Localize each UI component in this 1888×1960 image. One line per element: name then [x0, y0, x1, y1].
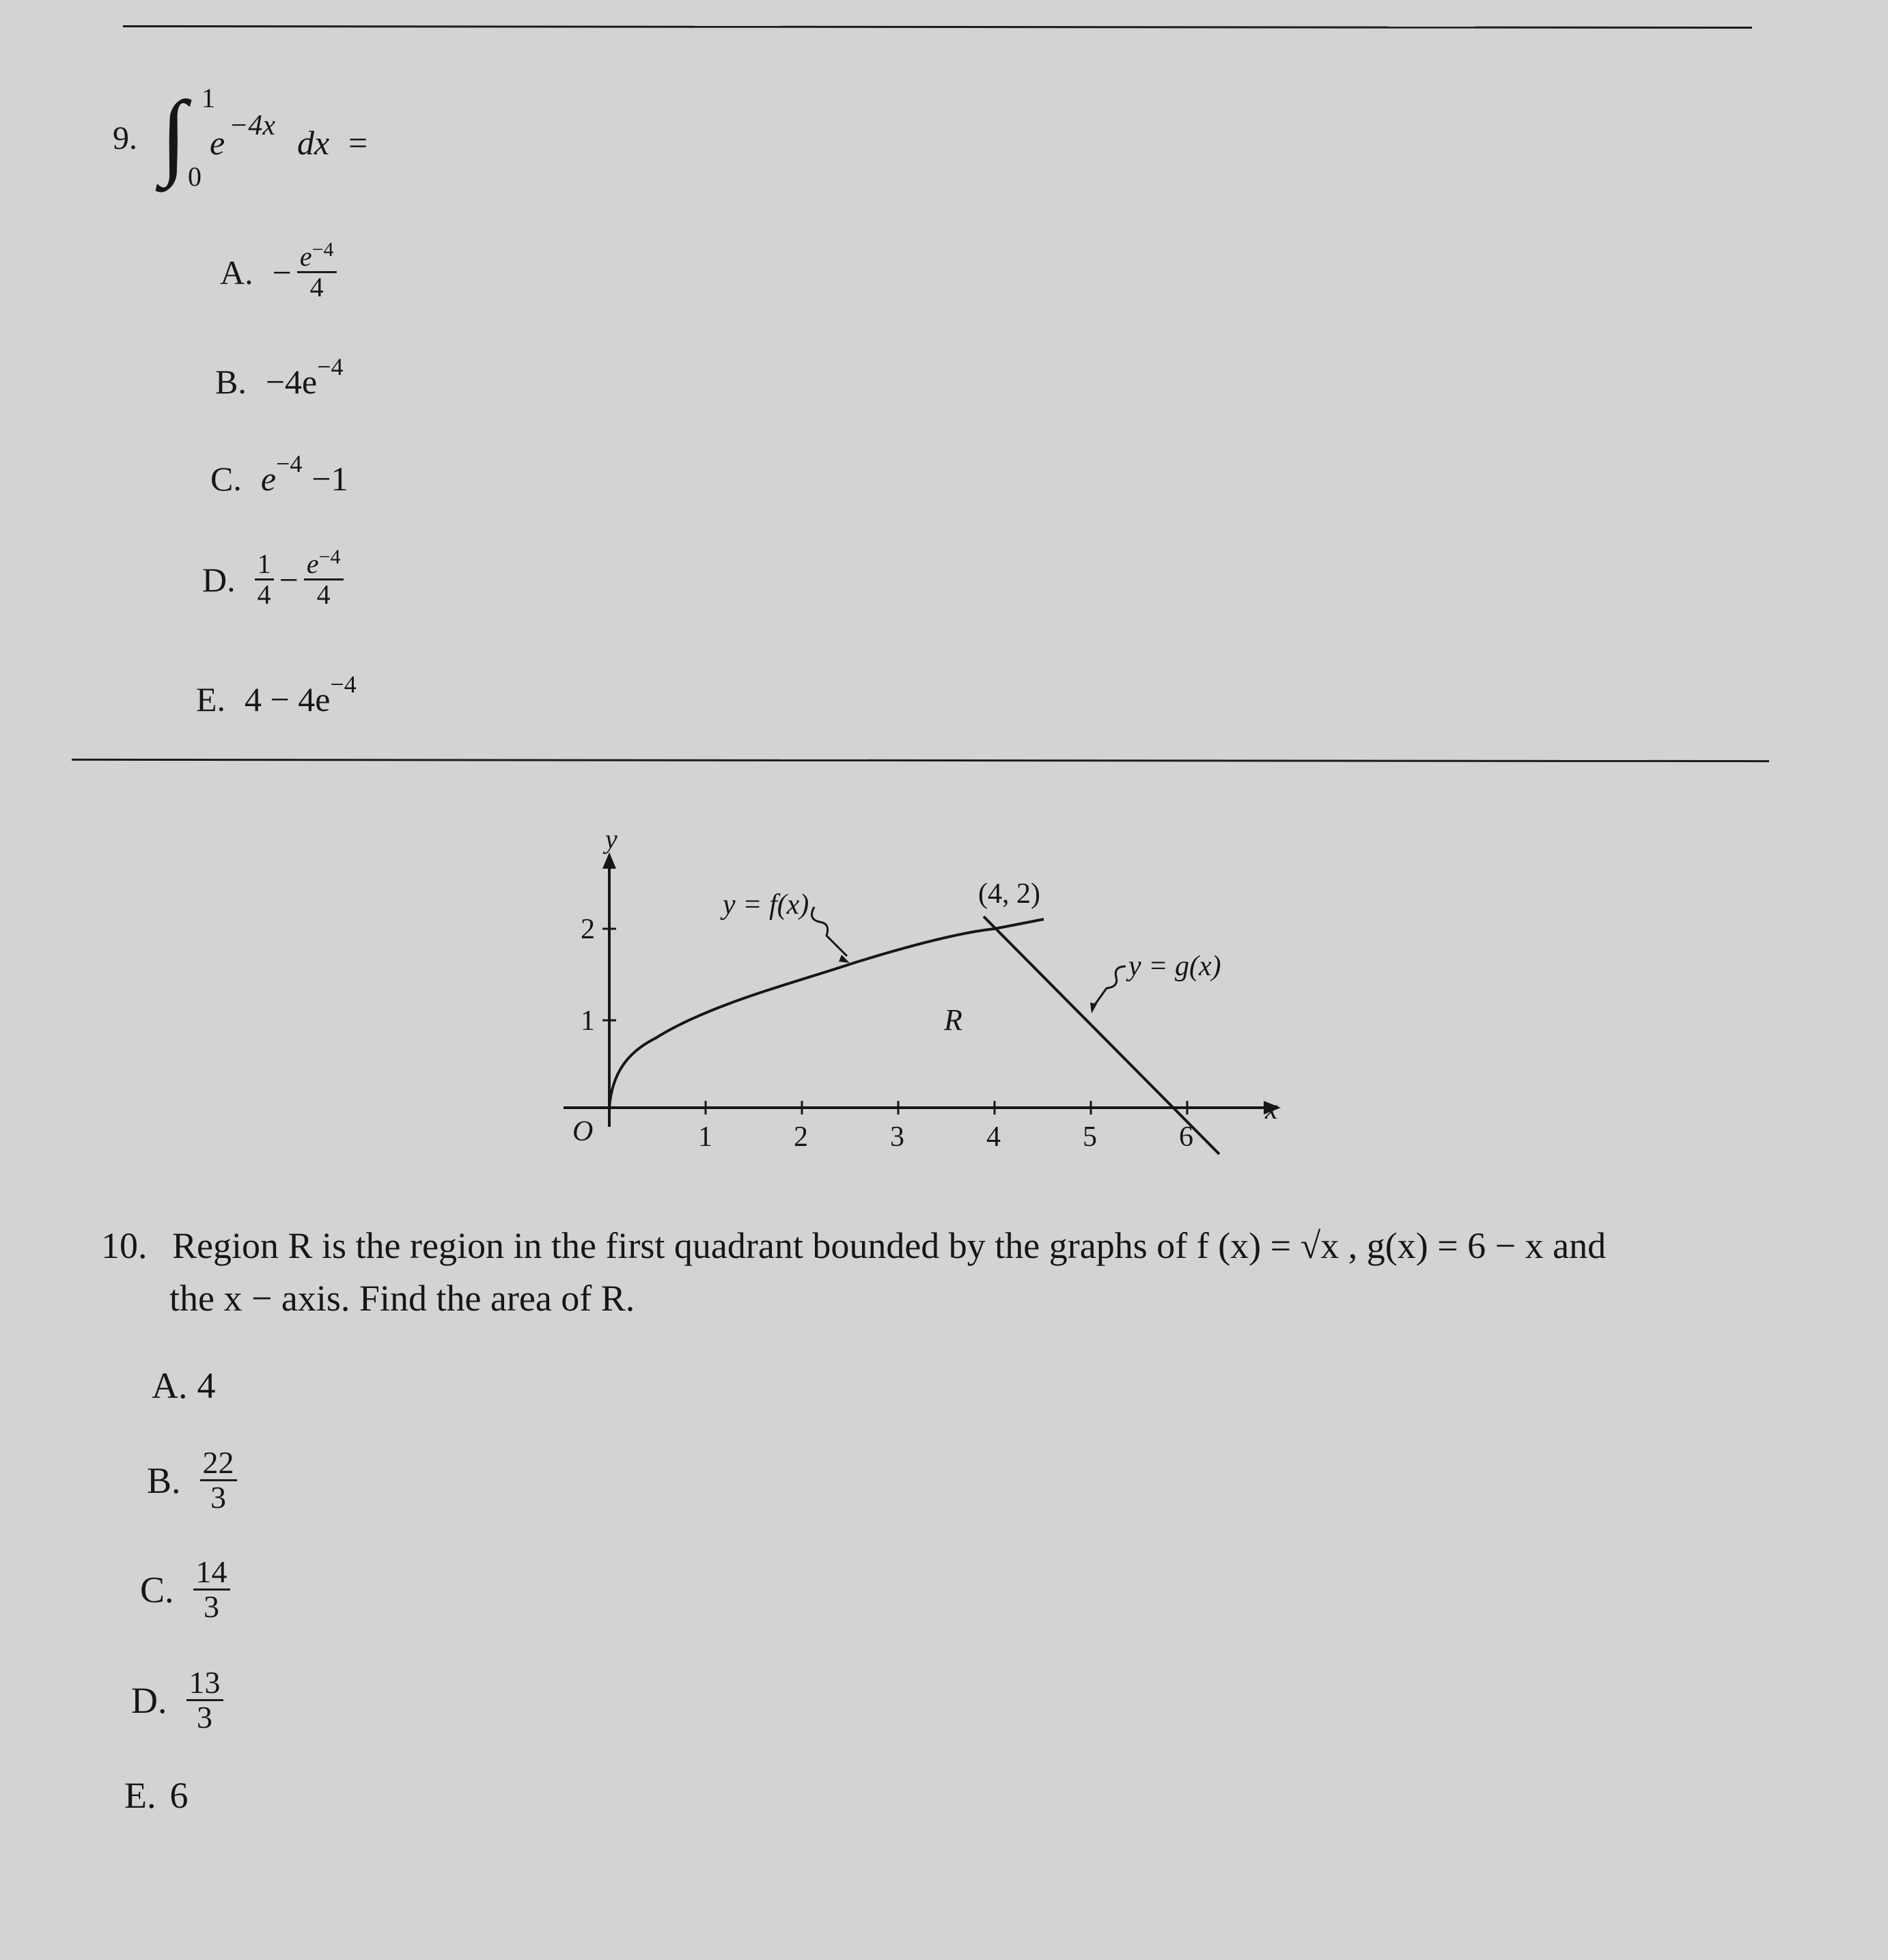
- choice-base: e: [260, 460, 277, 498]
- choice-label: D.: [202, 560, 236, 599]
- q9-choice-b[interactable]: [215, 353, 344, 402]
- region-graph: [546, 826, 1311, 1181]
- intersection-label: (4, 2): [978, 878, 1040, 910]
- fraction-denominator: 4: [309, 272, 324, 303]
- f-curve-label: y = f(x): [723, 889, 809, 921]
- q10-choice-a[interactable]: [152, 1364, 216, 1407]
- x-tick-label-6: 6: [1179, 1121, 1193, 1153]
- g-line-label: y = g(x): [1128, 951, 1221, 982]
- choice-label: D.: [131, 1679, 167, 1721]
- y-tick-label-2: 2: [581, 914, 595, 945]
- fraction-denominator: 3: [197, 1700, 212, 1735]
- question-10-text-line-1: Region R is the region in the first quadrant bounded by the graphs of f (x) = √x , g(x) = 6 − x and: [172, 1225, 1607, 1266]
- choice-tail: −1: [311, 460, 348, 498]
- x-axis-label: x: [1265, 1094, 1278, 1125]
- y-axis-label: y: [605, 826, 617, 854]
- fraction-numerator: 1: [255, 550, 274, 580]
- fraction-numerator-exponent: −4: [311, 238, 334, 261]
- question-9-prompt: [161, 82, 406, 191]
- choice-label: A.: [220, 253, 253, 292]
- g-label-leader: [1093, 966, 1126, 1007]
- q9-choice-e[interactable]: [196, 671, 357, 719]
- fraction-denominator: 4: [257, 579, 271, 610]
- x-tick-label-3: 3: [890, 1121, 904, 1153]
- q10-choice-b[interactable]: [147, 1446, 237, 1515]
- choice-exponent: −4: [276, 450, 303, 477]
- integrand-exponent: −4x: [229, 110, 275, 141]
- x-tick-label-5: 5: [1083, 1121, 1097, 1153]
- x-tick-label-2: 2: [794, 1121, 808, 1153]
- q10-choice-c[interactable]: [140, 1556, 230, 1624]
- fraction-denominator: 4: [316, 579, 331, 610]
- fraction-numerator: 14: [193, 1556, 230, 1591]
- choice-label: A.: [152, 1365, 188, 1406]
- choice-value: 6: [169, 1775, 189, 1816]
- integral-upper-limit: 1: [202, 83, 215, 113]
- x-tick-label-1: 1: [698, 1121, 712, 1153]
- choice-label: B.: [147, 1459, 181, 1501]
- fraction-numerator: 22: [200, 1446, 237, 1481]
- q9-choice-a[interactable]: [220, 238, 337, 303]
- choice-sign: −: [272, 253, 292, 292]
- fraction-numerator: e: [299, 241, 312, 272]
- integral-sign: ∫: [161, 82, 187, 188]
- f-curve: [609, 919, 1044, 1108]
- region-label: R: [944, 1003, 962, 1037]
- f-label-arrowhead: [839, 955, 850, 963]
- y-tick-label-1: 1: [581, 1005, 595, 1037]
- choice-minus: −: [279, 560, 299, 599]
- q9-choice-c[interactable]: [210, 450, 348, 499]
- fraction-numerator: e: [306, 548, 319, 579]
- f-label-leader: [811, 907, 847, 956]
- fraction-denominator: 3: [210, 1480, 227, 1515]
- question-10-text-line-2: the x − axis. Find the area of R.: [169, 1278, 635, 1319]
- origin-label: O: [572, 1116, 594, 1147]
- choice-exponent: −4: [317, 353, 344, 380]
- fraction-denominator: 3: [204, 1589, 220, 1625]
- choice-label: C.: [140, 1569, 174, 1610]
- choice-value: 4: [197, 1365, 216, 1406]
- question-9-number: 9.: [113, 120, 137, 156]
- choice-base: −4e: [265, 363, 318, 401]
- choice-label: E.: [196, 680, 226, 718]
- integral-lower-limit: 0: [188, 161, 202, 192]
- q10-choice-d[interactable]: [131, 1666, 223, 1735]
- choice-fraction-1: [255, 550, 274, 609]
- q10-choice-e[interactable]: [124, 1774, 189, 1817]
- choice-fraction: [200, 1446, 237, 1515]
- choice-fraction: [193, 1556, 230, 1624]
- q9-choice-d[interactable]: [202, 546, 344, 610]
- integrand-base: e: [210, 124, 225, 162]
- choice-label: E.: [124, 1775, 156, 1816]
- y-axis-arrow: [602, 852, 616, 869]
- question-10-number: 10.: [101, 1225, 148, 1266]
- x-tick-label-4: 4: [986, 1121, 1001, 1153]
- choice-fraction: [297, 238, 337, 303]
- choice-base: 4 − 4e: [245, 680, 331, 718]
- choice-label: C.: [210, 460, 242, 498]
- middle-divider: [72, 759, 1769, 762]
- fraction-numerator-exponent: −4: [318, 546, 341, 568]
- integral-differential: dx: [297, 124, 330, 162]
- integral-equals: =: [348, 124, 368, 162]
- fraction-numerator: 13: [186, 1666, 223, 1701]
- choice-fraction-2: [304, 546, 344, 610]
- top-divider: [123, 25, 1752, 29]
- choice-fraction: [186, 1666, 223, 1735]
- g-label-arrowhead: [1090, 1003, 1097, 1013]
- choice-label: B.: [215, 363, 247, 401]
- choice-exponent: −4: [330, 671, 357, 698]
